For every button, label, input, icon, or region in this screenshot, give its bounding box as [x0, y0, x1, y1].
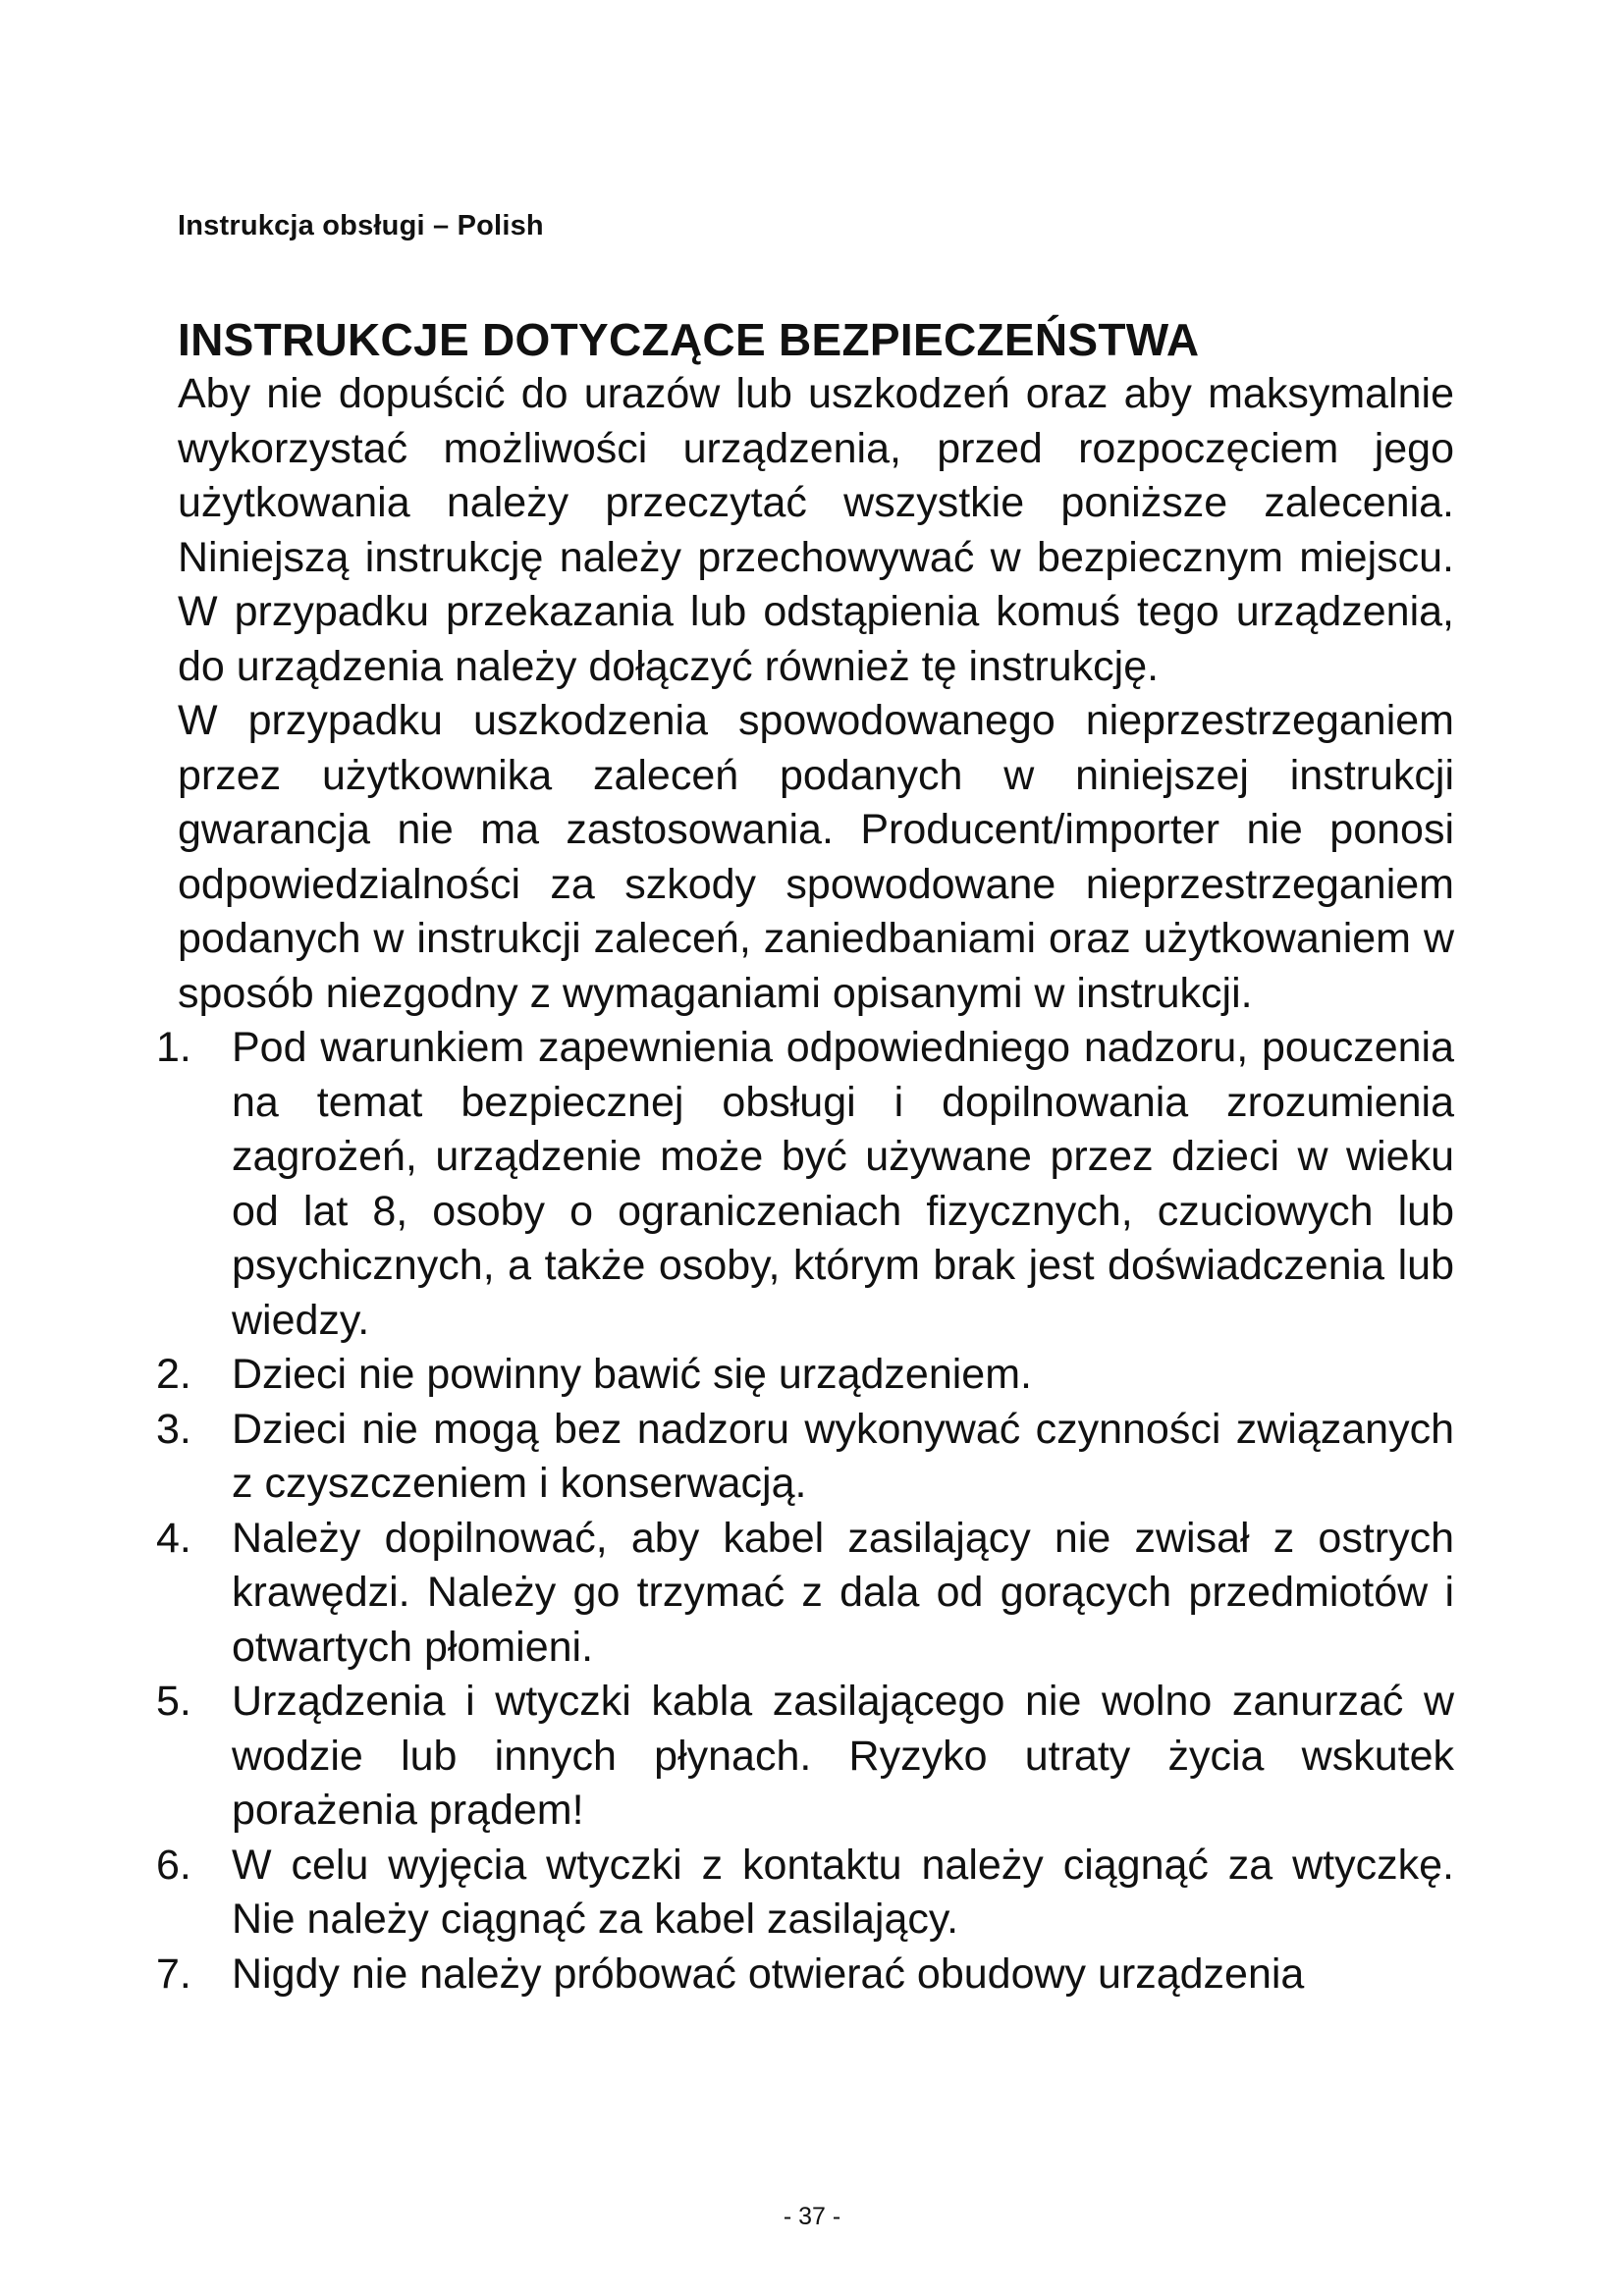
list-item-number: 5.	[156, 1678, 191, 1725]
warranty-paragraph: W przypadku uszkodzenia spowodowanego nieprzestrzeganiem przez użytkownika zaleceń podanych w niniejszej instrukcji gwarancja nie ma zastosowania. Producent/importer nie ponosi odpowiedzialności za szkody spowodowane nieprzestrzeganiem podanych w instrukcji zaleceń, zaniedbaniami oraz użytkowaniem w sposób niezgodny z wymaganiami opisanymi w instrukcji.	[178, 697, 1454, 1017]
list-item-number: 4.	[156, 1514, 191, 1562]
list-item-text: Nigdy nie należy próbować otwierać obudowy urządzenia	[232, 1949, 1305, 1998]
list-item	[156, 1348, 1454, 1403]
list-item	[156, 1839, 1454, 1948]
list-item-text: Urządzenia i wtyczki kabla zasilającego nie wolno zanurzać w wodzie lub innych płynach. Ryzyko utraty życia wskutek porażenia prądem!	[232, 1678, 1454, 1834]
list-item-number: 2.	[156, 1351, 191, 1398]
document-body	[156, 312, 1454, 2002]
section-title: INSTRUKCJE DOTYCZĄCE BEZPIECZEŃSTWA	[178, 314, 1200, 365]
list-item-number: 3.	[156, 1405, 191, 1453]
list-item-text: Dzieci nie mogą bez nadzoru wykonywać czynności związanych z czyszczeniem i konserwacją.	[232, 1405, 1454, 1507]
list-item	[156, 1948, 1454, 2002]
list-item-number: 1.	[156, 1024, 191, 1071]
page-number: - 37 -	[783, 2203, 841, 2230]
page-header: Instrukcja obsługi – Polish	[178, 210, 544, 241]
list-item	[156, 1512, 1454, 1676]
list-item-text: Dzieci nie powinny bawić się urządzeniem.	[232, 1351, 1032, 1398]
safety-list	[156, 1021, 1454, 2002]
list-item	[156, 1021, 1454, 1348]
list-item	[156, 1675, 1454, 1839]
list-item-text: Należy dopilnować, aby kabel zasilający nie zwisał z ostrych krawędzi. Należy go trzymać z dala od gorących przedmiotów i otwartych płomieni.	[232, 1514, 1454, 1671]
list-item-text: Pod warunkiem zapewnienia odpowiedniego nadzoru, pouczenia na temat bezpiecznej obsługi i dopilnowania zrozumienia zagrożeń, urządzenie może być używane przez dzieci w wieku od lat 8, osoby o ograniczeniach fizycznych, czuciowych lub psychicznych, a także osoby, którym brak jest doświadczenia lub wiedzy.	[232, 1024, 1454, 1344]
list-item-number: 6.	[156, 1841, 191, 1889]
list-item	[156, 1403, 1454, 1512]
list-item-number: 7.	[156, 1949, 191, 1998]
intro-paragraph: Aby nie dopuścić do urazów lub uszkodzeń oraz aby maksymalnie wykorzystać możliwości urządzenia, przed rozpoczęciem jego użytkowania należy przeczytać wszystkie poniższe zalecenia. Niniejszą instrukcję należy przechowywać w bezpiecznym miejscu. W przypadku przekazania lub odstąpienia komuś tego urządzenia, do urządzenia należy dołączyć również tę instrukcję.	[178, 370, 1454, 690]
list-item-text: W celu wyjęcia wtyczki z kontaktu należy ciągnąć za wtyczkę. Nie należy ciągnąć za kabel zasilający.	[232, 1841, 1454, 1943]
